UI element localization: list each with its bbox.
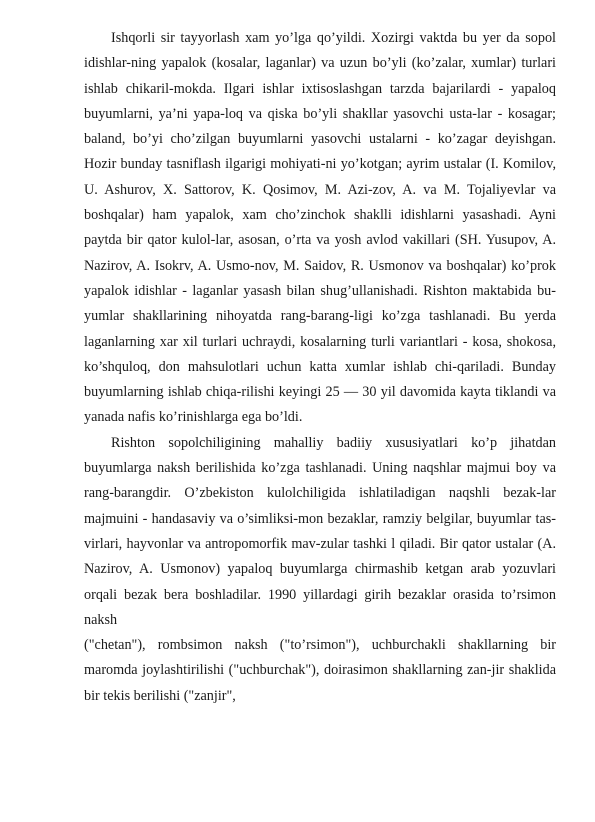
paragraph-pottery-production: Ishqorli sir tayyorlash xam yo’lga qo’yildi. Xozirgi vaktda bu yer da sopol idishlar-ning yapalok (kosalar, laganlar) va uzun bo’yli (ko’zalar, xumlar) turlari ishlab chikaril-mokda. Ilgari ishlar ixtisoslashgan tarzda bajarilardi - yapaloq buyumlarni, ya’ni yapa-loq va qiska bo’yli shakllar yasovchi usta-lar - kosagar; baland, bo’yi cho’zilgan buyumlarni yasovchi ustalarni - ko’zagar deyishgan. Hozir bunday tasniflash ilgarigi mohiyati-ni yo’kotgan; ayrim ustalar (I. Komilov, U. Ashurov, X. Sattorov, K. Qosimov, M. Azi-zov, A. va M. Tojaliyevlar va boshqalar) ham yapalok, xam cho’zinchok shaklli idishlarni yasashadi. Ayni paytda bir qator kulol-lar, asosan, o’rta va yosh avlod vakillari (SH. Yusupov, A. Nazirov, A. Isokrv, A. Usmo-nov, M. Saidov, R. Usmonov va boshqalar) ko’prok yapalok idishlar - laganlar yasash bilan shug’ullanishadi. Rishton maktabida bu-yumlar shakllarining nihoyatda rang-barang-ligi ko’zga tashlanadi. Bu yerda laganlarning xar xil turlari uchraydi, kosalarning turli variantlari - kosa, shokosa, ko’shquloq, don mahsulotlari uchun katta xumlar ishlab chi-qariladi. Bunday buyumlarning ishlab chiqa-rilishi keyingi 25 — 30 yil davomida kayta tiklandi va yanada nafis ko’rinishlarga ega bo’ldi. [84,30,556,426]
paragraph-ornament-types: ("chetan"), rombsimon naksh ("to’rsimon"), uchburchakli shakllarning bir maromda joylashtirilishi ("uchburchak"), doirasimon shakllarning zan-jir shaklida bir tekis berilishi ("zanjir", [84,637,556,704]
paragraph-rishton-ornament: Rishton sopolchiligining mahalliy badiiy xususiyatlari ko’p jihatdan buyumlarga naksh berilishida ko’zga tashlanadi. Uning naqshlar majmui boy va rang-barangdir. O’zbekiston kulolchiligida ishlatiladigan naqshli bezak-lar majmuini - handasaviy va o’simliksi-mon bezaklar, ramziy belgilar, buyumlar tas-virlari, hayvonlar va antropomorfik mav-zular tashki l qiladi. Bir qator ustalar (A. Nazirov, A. Usmonov) yapaloq buyumlarga chirmashib ketgan arab yozuvlari orqali bezak bera boshladilar. 1990 yillardagi girih bezaklar orasida to’rsimon naksh [84,434,556,628]
document-page [84,26,556,709]
